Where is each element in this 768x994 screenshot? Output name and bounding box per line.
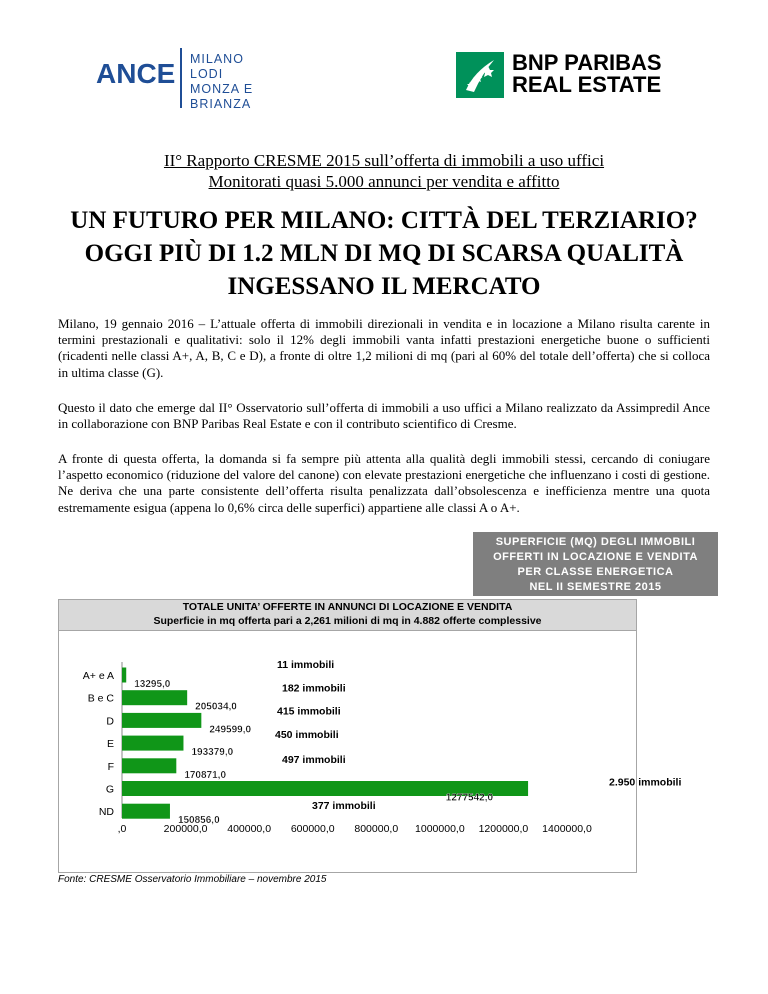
chart-bar	[122, 758, 176, 773]
chart-data-label: 13295,0	[134, 679, 171, 690]
chart-annotation: 11 immobili	[277, 659, 335, 671]
chart-bar	[122, 804, 170, 819]
chart-category-label: B e C	[87, 692, 114, 705]
chart-bar	[122, 668, 126, 683]
chart-annotation: 377 immobili	[312, 800, 376, 813]
paragraph-2: Questo il dato che emerge dal II° Osservatorio sull’offerta di immobili a uso uffici a Milano realizzato da Assimpredil Ance in collaborazione con BNP Paribas Real Estate e con il contributo scientifico di Cresme.	[58, 400, 710, 432]
ance-location-1: MILANO	[190, 52, 244, 66]
chart-data-label: 1277542,0	[445, 792, 494, 804]
headline-line-2: OGGI PIÙ DI 1.2 MLN DI MQ DI SCARSA QUALITÀ	[84, 240, 684, 267]
chart-annotation: 2.950 immobili	[609, 776, 682, 789]
chart-x-tick-label: 400000,0	[227, 823, 272, 835]
chart-category-label: D	[106, 715, 114, 728]
chart-category-label: F	[107, 760, 114, 773]
chart-plot	[59, 600, 682, 872]
chart-data-label: 150856,0	[177, 815, 220, 827]
chart-category-label: A+ e A	[82, 670, 114, 682]
chart-source: Fonte: CRESME Osservatorio Immobiliare – novembre 2015	[58, 874, 327, 885]
paragraph-3: A fronte di questa offerta, la domanda si fa sempre più attenta alla qualità degli immobili stessi, cercando di coniugare l’aspetto economico (riduzione del valore del canone) con elevate prestazioni energetiche che influenzano i costi di gestione. Ne deriva che una parte consistente dell’offerta risulta penalizzata dall’obsolescenza e inefficienza mentre una quota estremamente esigua (appena lo 0,6% circa delle superfici) appartiene alle classi A o A+.	[58, 451, 710, 515]
bnp-paribas-logo	[456, 52, 686, 98]
chart-x-tick-label: 1400000,0	[542, 823, 592, 835]
subtitle-line-1: II° Rapporto CRESME 2015 sull’offerta di immobili a uso uffici	[163, 151, 605, 170]
chart-x-tick-label: 200000,0	[163, 823, 208, 835]
chart-data-label: 193379,0	[191, 747, 234, 759]
paragraph-1: Milano, 19 gennaio 2016 – L’attuale offerta di immobili direzionali in vendita e in locazione a Milano risulta carente in termini prestazionali e qualitativi: solo il 12% degli immobili vanta infatti prestazioni energetiche buone o sufficienti (ricadenti nelle classi A+, A, B, C e D), a fronte di oltre 1,2 milioni di mq (pari al 60% del totale dell’offerta) che si colloca in ultima classe (G).	[58, 316, 710, 380]
subtitle-line-2: Monitorati quasi 5.000 annunci per vendita e affitto	[208, 172, 560, 191]
chart-bar	[122, 690, 187, 705]
bnp-logo-line-2: REAL ESTATE	[512, 72, 662, 97]
chart-x-tick-label: 600000,0	[290, 823, 335, 835]
ance-logo-word: ANCE	[96, 58, 176, 89]
chart-category-label: E	[106, 738, 114, 751]
chart-subtitle: Superficie in mq offerta pari a 2,261 milioni di mq in 4.882 offerte complessive	[153, 615, 542, 627]
chart-data-label: 205034,0	[195, 701, 237, 713]
chart-x-tick-label: 1200000,0	[478, 823, 529, 835]
ance-logo	[96, 48, 306, 110]
headline-line-1: UN FUTURO PER MILANO: CITTÀ DEL TERZIARIO?	[70, 207, 698, 234]
chart-bar	[122, 736, 183, 751]
bnp-logo-text	[512, 52, 662, 96]
chart-x-tick-label: 1000000,0	[415, 823, 465, 835]
bnp-logo-line-1: BNP PARIBAS	[512, 50, 662, 75]
ance-location-3: MONZA E BRIANZA	[190, 82, 254, 111]
ance-location-2: LODI	[190, 67, 224, 81]
headline	[40, 204, 728, 303]
side-caption-line-1: SUPERFICIE (MQ) DEGLI IMMOBILI	[495, 536, 696, 548]
chart-bar	[122, 713, 201, 728]
chart-category-label: G	[105, 783, 114, 796]
side-caption-line-4: NEL II SEMESTRE 2015	[529, 581, 662, 593]
chart-title: TOTALE UNITA’ OFFERTE IN ANNUNCI DI LOCAZIONE E VENDITA	[182, 601, 513, 613]
chart-data-label: 249599,0	[209, 724, 252, 736]
side-caption-line-3: PER CLASSE ENERGETICA	[517, 566, 674, 578]
chart-x-tick-label: 800000,0	[354, 823, 399, 835]
chart-data-label: 170871,0	[184, 769, 227, 781]
ance-logo-locations	[190, 52, 306, 112]
chart-side-caption	[473, 532, 718, 596]
energy-class-chart	[58, 599, 682, 873]
chart-x-tick-label: ,0	[117, 823, 127, 835]
ance-logo-divider	[180, 48, 182, 108]
headline-line-3: INGESSANO IL MERCATO	[227, 273, 541, 300]
side-caption-line-2: OFFERTI IN LOCAZIONE E VENDITA	[493, 551, 698, 563]
chart-annotation: 415 immobili	[277, 705, 341, 718]
chart-annotation: 450 immobili	[275, 729, 339, 742]
bnp-stars-icon	[456, 52, 504, 98]
chart-annotation: 182 immobili	[282, 682, 346, 695]
chart-annotation: 497 immobili	[282, 753, 346, 766]
chart-category-label: ND	[98, 806, 114, 819]
